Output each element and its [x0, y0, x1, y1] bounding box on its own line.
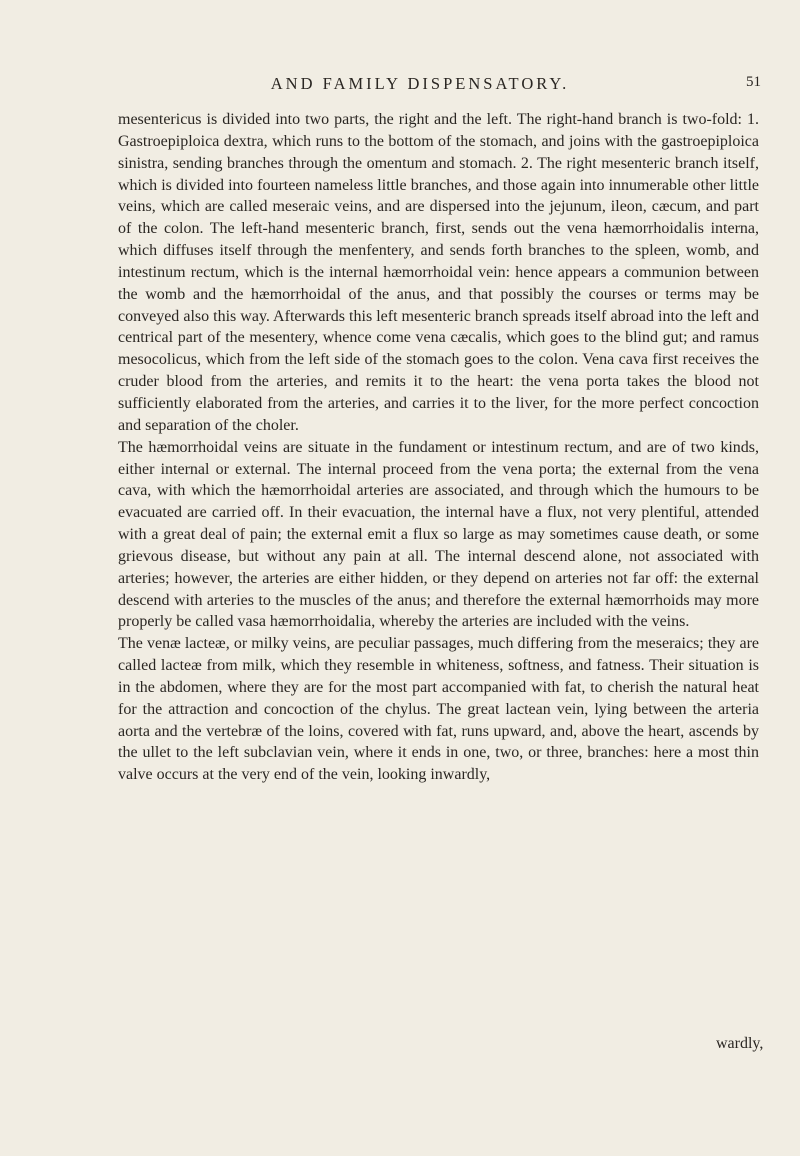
body-text [118, 109, 759, 786]
paragraph-milky-veins: The venæ lacteæ, or milky veins, are peculiar passages, much differing from the meseraics; they are called lacteæ from milk, which they resemble in whiteness, softness, and fatness. Their situation is in the abdomen, where they are for the most part accompanied with fat, to cherish the natural heat for the attraction and concoction of the chylus. The great lactean vein, lying between the arteria aorta and the vertebræ of the loins, covered with fat, runs upward, and, above the heart, ascends by the ullet to the left subclavian vein, where it ends in one, two, or three, branches: here a most thin valve occurs at the very end of the vein, looking inwardly, [118, 635, 759, 784]
page-number: 51 [746, 74, 761, 90]
paragraph-haemorrhoidal-veins: The hæmorrhoidal veins are situate in the fundament or intestinum rectum, and are of two kinds, either internal or external. The internal proceed from the vena porta; the external from the vena cava, with which the hæmorrhoidal arteries are associated, and through which the humours to be evacuated are carried off. In their evacuation, the internal have a flux, not very plentiful, attended with a great deal of pain; the external emit a flux so large as may sometimes cause death, or some grievous disease, but without any pain at all. The internal descend alone, not associated with arteries; however, the arteries are either hidden, or they depend on arteries not far off: the external descend with arteries to the muscles of the anus; and therefore the external hæmorrhoids may more properly be called vasa hæmorrhoidalia, whereby the arteries are included with the veins. [118, 438, 759, 631]
paragraph-mesenteric-branches: mesentericus is divided into two parts, the right and the left. The right-hand branch is two-fold: 1. Gastroepiploica dextra, which runs to the bottom of the stomach, and joins with the gastroepiploica sinistra, sending branches through the omentum and stomach. 2. The right mesenteric branch itself, which is divided into fourteen nameless little branches, and those again into innumerable other little veins, which are called meseraic veins, and are dispersed into the jejunum, ileon, cæcum, and part of the colon. The left-hand mesenteric branch, first, sends out the vena hæmorrhoidalis interna, which diffuses itself through the menfentery, and sends forth branches to the spleen, womb, and intestinum rectum, which is the internal hæmorrhoidal vein: hence appears a communion between the womb and the hæmorrhoidal of the anus, and that possibly the courses or terms may be conveyed also this way. Afterwards this left mesenteric branch spreads itself abroad into the left and centrical part of the mesentery, whence come vena cæcalis, which goes to the blind gut; and ramus mesocolicus, which from the left side of the stomach goes to the colon. Vena cava first receives the cruder blood from the arteries, and remits it to the heart: the vena porta takes the blood not sufficiently elaborated from the arteries, and carries it to the liver, for the more perfect concoction and separation of the choler. [118, 111, 759, 434]
catchword: wardly, [716, 1035, 764, 1052]
running-head: AND FAMILY DISPENSATORY. [270, 74, 570, 93]
